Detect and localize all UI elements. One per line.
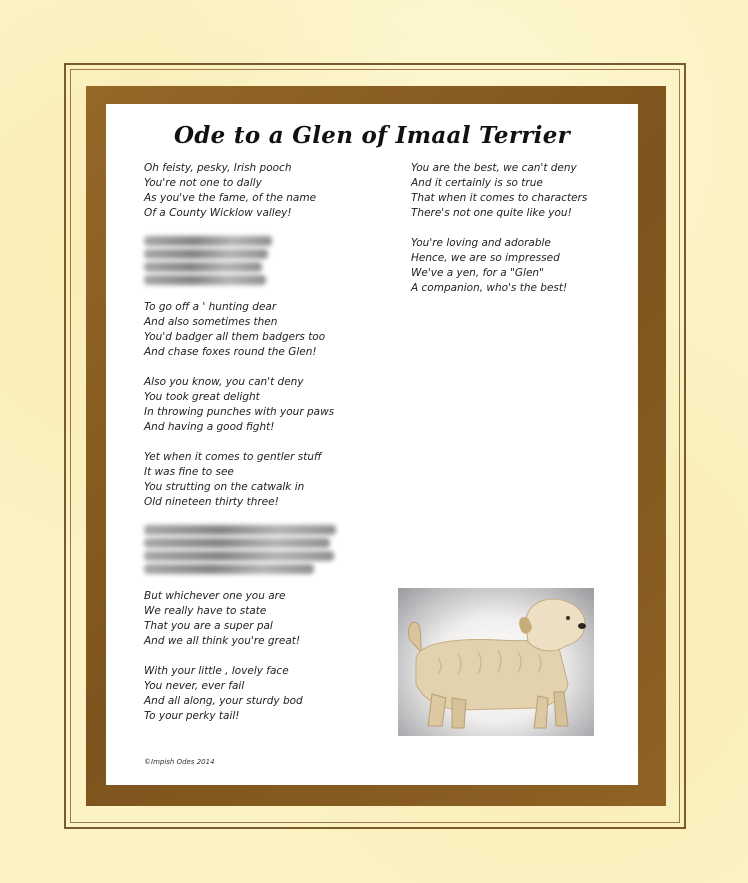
verse-line: As you've the fame, of the name (144, 192, 317, 204)
verse-line: Oh feisty, pesky, Irish pooch (144, 162, 292, 174)
copyright-notice: ©Impish Odes 2014 (144, 758, 215, 766)
verse-line: And having a good fight! (144, 421, 275, 433)
verse-line: Hence, we are so impressed (411, 252, 560, 264)
stanza-5 (144, 450, 364, 510)
blurred-line (144, 275, 266, 285)
verse-line: And all along, your sturdy bod (144, 695, 303, 707)
verse-line: You are the best, we can't deny (411, 162, 577, 174)
stanza-r1 (411, 161, 611, 221)
dog-illustration (398, 588, 594, 736)
verse-line: And chase foxes round the Glen! (144, 346, 317, 358)
verse-line: It was fine to see (144, 466, 234, 478)
blurred-line (144, 236, 272, 246)
stanza-8 (144, 664, 364, 724)
stanza-4 (144, 375, 364, 435)
verse-line: You'd badger all them badgers too (144, 331, 326, 343)
verse-line: Old nineteen thirty three! (144, 496, 279, 508)
verse-line: And it certainly is so true (411, 177, 543, 189)
verse-line: To your perky tail! (144, 710, 240, 722)
verse-line: And also sometimes then (144, 316, 278, 328)
blurred-line (144, 262, 262, 272)
verse-line: We've a yen, for a "Glen" (411, 267, 544, 279)
verse-line: Of a County Wicklow valley! (144, 207, 292, 219)
verse-line: In throwing punches with your paws (144, 406, 335, 418)
verse-line: To go off a ' hunting dear (144, 301, 277, 313)
verse-line: You took great delight (144, 391, 260, 403)
verse-line: There's not one quite like you! (411, 207, 572, 219)
poem-sheet (106, 104, 638, 785)
blurred-line (144, 525, 336, 535)
left-column (144, 161, 364, 739)
stanza-1 (144, 161, 364, 221)
blurred-line (144, 249, 268, 259)
blurred-stanza-1 (144, 236, 364, 285)
verse-line: That you are a super pal (144, 620, 273, 632)
verse-line: Yet when it comes to gentler stuff (144, 451, 322, 463)
terrier-dog-photo (398, 588, 594, 736)
verse-line: You're loving and adorable (411, 237, 551, 249)
stanza-r2 (411, 236, 611, 296)
verse-line: That when it comes to characters (411, 192, 588, 204)
verse-line: A companion, who's the best! (411, 282, 568, 294)
blurred-line (144, 538, 330, 548)
stanza-7 (144, 589, 364, 649)
verse-line: Also you know, you can't deny (144, 376, 304, 388)
verse-line: But whichever one you are (144, 590, 286, 602)
blurred-line (144, 564, 314, 574)
verse-line: We really have to state (144, 605, 267, 617)
verse-line: You strutting on the catwalk in (144, 481, 305, 493)
verse-line: With your little , lovely face (144, 665, 289, 677)
verse-line: And we all think you're great! (144, 635, 301, 647)
verse-line: You're not one to dally (144, 177, 262, 189)
blurred-line (144, 551, 334, 561)
stanza-3 (144, 300, 364, 360)
poem-title: Ode to a Glen of Imaal Terrier (173, 122, 571, 149)
verse-line: You never, ever fail (144, 680, 245, 692)
right-column (411, 161, 611, 311)
blurred-stanza-2 (144, 525, 364, 574)
